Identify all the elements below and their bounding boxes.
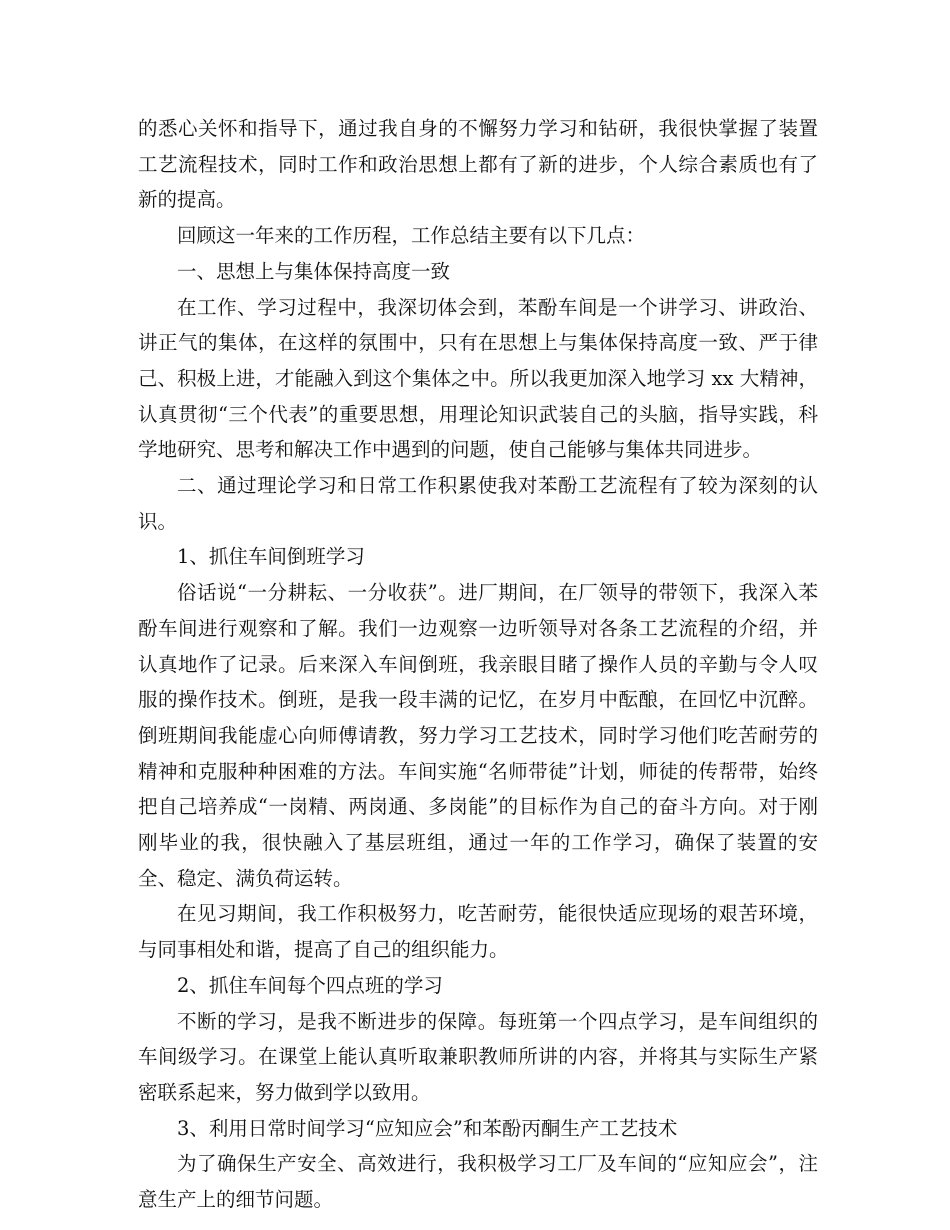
paragraph: 俗话说“一分耕耘、一分收获”。进厂期间，在厂领导的带领下，我深入苯酚车间进行观察和了解。我们一边观察一边听领导对各条工艺流程的介绍，并认真地作了记录。后来深入车间倒班，我亲眼目睹了操作人员的辛勤与令人叹服的操作技术。倒班，是我一段丰满的记忆，在岁月中酝酿，在回忆中沉醉。倒班期间我能虚心向师傅请教，努力学习工艺技术，同时学习他们吃苦耐劳的精神和克服种种困难的方法。车间实施“名师带徒”计划，师徒的传帮带，始终把自己培养成“一岗精、两岗通、多岗能”的目标作为自己的奋斗方向。对于刚刚毕业的我，很快融入了基层班组，通过一年的工作学习，确保了装置的安全、稳定、满负荷运转。: [138, 581, 818, 890]
subsection-heading: 3、利用日常时间学习“应知应会”和苯酚丙酮生产工艺技术: [177, 1116, 678, 1140]
document-body: [138, 111, 818, 1218]
paragraph: 回顾这一年来的工作历程，工作总结主要有以下几点：: [177, 224, 646, 248]
paragraph: 为了确保生产安全、高效进行，我积极学习工厂及车间的“应知应会”，注意生产上的细节问题。: [138, 1152, 818, 1212]
subsection-heading: 2、抓住车间每个四点班的学习: [177, 973, 443, 997]
section-heading: 二、通过理论学习和日常工作积累使我对苯酚工艺流程有了较为深刻的认识。: [138, 474, 818, 533]
subsection-heading: 1、抓住车间倒班学习: [177, 545, 365, 569]
paragraph: 在见习期间，我工作积极努力，吃苦耐劳，能很快适应现场的艰苦环境，与同事相处和谐，提高了自己的组织能力。: [138, 902, 818, 962]
section-heading: 一、思想上与集体保持高度一致: [177, 259, 451, 283]
paragraph: 在工作、学习过程中，我深切体会到，苯酚车间是一个讲学习、讲政治、讲正气的集体，在这样的氛围中，只有在思想上与集体保持高度一致、严于律己、积极上进，才能融入到这个集体之中。所以我更加深入地学习 xx 大精神，认真贯彻“三个代表”的重要思想，用理论知识武装自己的头脑，指导实践，科学地研究、思考和解决工作中遇到的问题，使自己能够与集体共同进步。: [138, 295, 818, 462]
paragraph: 不断的学习，是我不断进步的保障。每班第一个四点学习，是车间组织的车间级学习。在课堂上能认真听取兼职教师所讲的内容，并将其与实际生产紧密联系起来，努力做到学以致用。: [138, 1009, 818, 1104]
paragraph: 的悉心关怀和指导下，通过我自身的不懈努力学习和钻研，我很快掌握了装置工艺流程技术，同时工作和政治思想上都有了新的进步，个人综合素质也有了新的提高。: [138, 117, 818, 212]
